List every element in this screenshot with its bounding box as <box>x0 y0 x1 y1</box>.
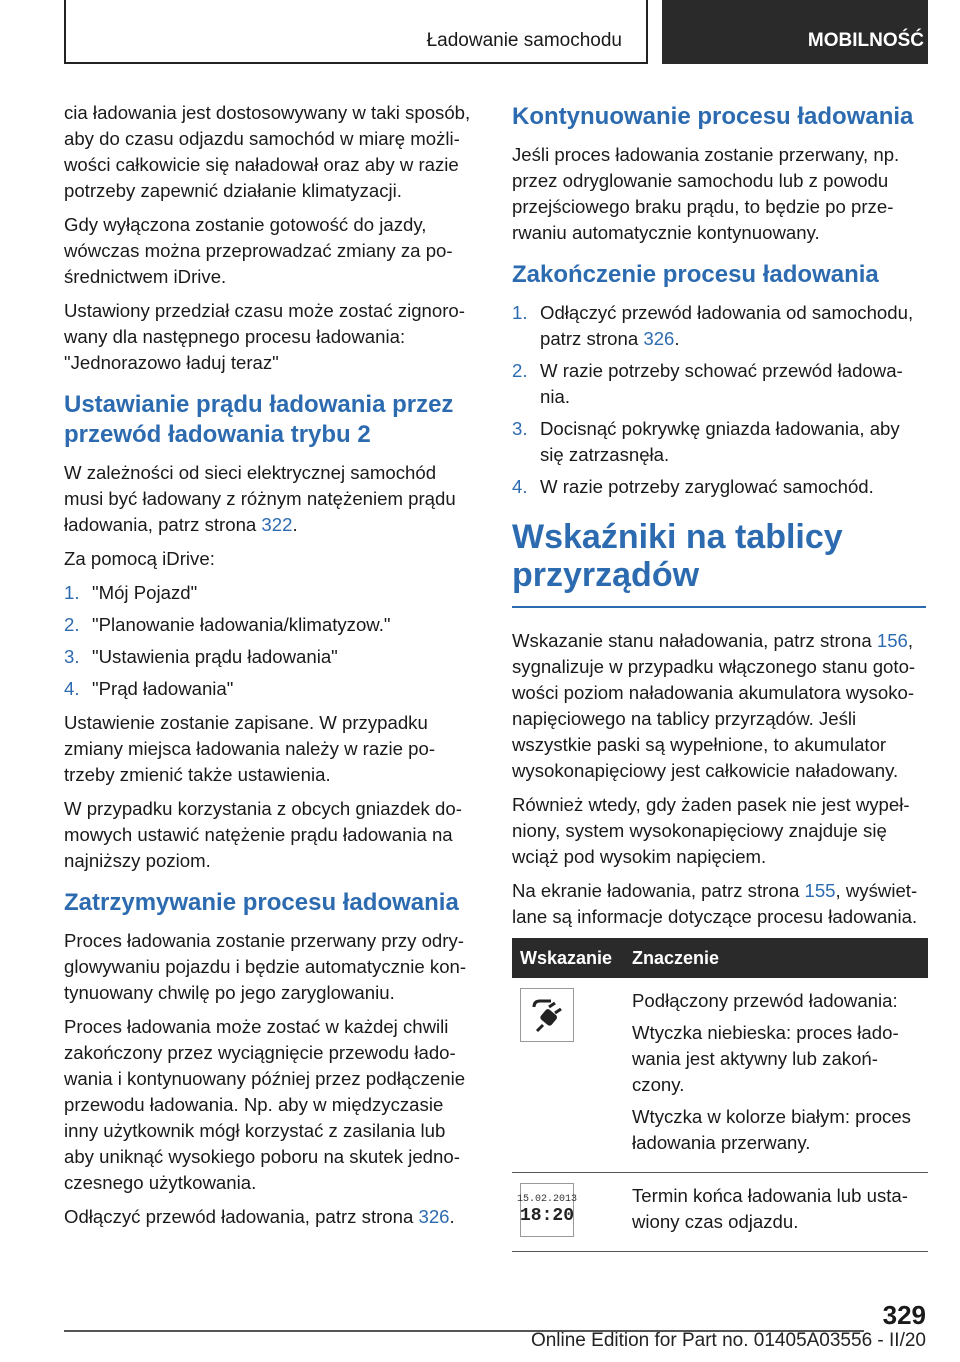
section-heading-continue: Kontynuowanie procesu ładowania <box>512 103 914 130</box>
text: , wyświetlane są informacje dotyczące procesu ładowania. <box>512 880 918 927</box>
idrive-steps-list <box>64 580 478 702</box>
indicator-table <box>512 938 928 1252</box>
step-text: "Ustawienia prądu ładowania" <box>92 646 338 667</box>
paragraph: Proces ładowania może zostać w każdej chwili zakończony przez wyciągnięcie przewodu ładowania i kontynuowany później przez podłączenie przewodu ładowania. Np. aby w międzyczasie inny użytkownik mógł korzystać z zasilania lub aby uniknąć wysokiego poboru na skutek jednoczesnego użytkowania. <box>64 1016 466 1193</box>
table-header-indication: Wskazanie <box>512 938 624 978</box>
paragraph: Ustawiony przedział czasu może zostać zignorowany dla następnego procesu ładowania: "Jednorazowo ładuj teraz" <box>64 300 465 373</box>
step-text: Docisnąć pokrywkę gniazda ładowania, aby się zatrzasnęła. <box>540 418 900 465</box>
meaning-text: Wtyczka w kolorze białym: proces ładowania przerwany. <box>632 1106 911 1153</box>
paragraph: Za pomocą iDrive: <box>64 548 215 569</box>
paragraph: Również wtedy, gdy żaden pasek nie jest wypełniony, system wysokonapięciowy znajduje się wciąż pod wysokim napięciem. <box>512 794 910 867</box>
table-header-meaning: Znaczenie <box>624 938 928 978</box>
step-number: 3. <box>64 646 80 667</box>
text: Odłączyć przewód ładowania, patrz strona <box>64 1206 419 1227</box>
chapter-heading: Wskaźniki na tablicy przyrządów <box>512 518 843 594</box>
paragraph: W przypadku korzystania z obcych gniazdek domowych ustawić natężenie prądu ładowania na najniższy poziom. <box>64 798 462 871</box>
step-text: W razie potrzeby zaryglować samochód. <box>540 476 874 497</box>
list-item <box>512 474 926 500</box>
step-number: 2. <box>64 614 80 635</box>
icon-time: 18:20 <box>520 1206 575 1226</box>
page-link[interactable]: 326 <box>418 1206 450 1227</box>
list-item <box>512 300 926 352</box>
page-link[interactable]: 322 <box>261 514 293 535</box>
icon-date: 15.02.2013 <box>517 1194 578 1205</box>
header-chapter-tab: MOBILNOŚĆ <box>662 0 928 64</box>
step-text: Odłączyć przewód ładowania od samochodu, patrz strona <box>540 302 914 349</box>
list-item <box>64 580 478 606</box>
page-number: 329 <box>882 1300 926 1330</box>
page-link[interactable]: 326 <box>643 328 675 349</box>
meaning-text: Termin końca ładowania lub ustawiony czas odjazdu. <box>632 1185 908 1232</box>
section-heading-stop: Zatrzymywanie procesu ładowania <box>64 889 459 916</box>
paragraph: Ustawienie zostanie zapisane. W przypadku zmiany miejsca ładowania należy w razie potrzeby zmienić także ustawienia. <box>64 712 436 785</box>
list-item <box>512 358 926 410</box>
paragraph <box>64 1204 478 1230</box>
paragraph <box>512 878 926 930</box>
table-row <box>512 1173 928 1252</box>
step-number: 4. <box>512 476 528 497</box>
paragraph <box>512 628 926 784</box>
paragraph: Gdy wyłączona zostanie gotowość do jazdy, wówczas można przeprowadzać zmiany za pośrednictwem iDrive. <box>64 214 453 287</box>
step-text: "Prąd ładowania" <box>92 678 234 699</box>
step-number: 4. <box>64 678 80 699</box>
text: Na ekranie ładowania, patrz strona <box>512 880 805 901</box>
end-steps-list <box>512 300 926 500</box>
footer-edition: Online Edition for Part no. 01405A03556 - II/20 <box>530 1330 926 1351</box>
step-number: 1. <box>64 582 80 603</box>
section-heading-end: Zakończenie procesu ładowania <box>512 261 879 288</box>
step-text: "Mój Pojazd" <box>92 582 198 603</box>
list-item <box>64 644 478 670</box>
table-cell-meaning <box>624 1173 928 1252</box>
table-header-row <box>512 938 928 978</box>
section-heading-current: Ustawianie prądu ładowania przez przewód ładowania trybu 2 <box>64 391 454 448</box>
list-item <box>512 416 926 468</box>
text: . <box>674 328 680 349</box>
step-number: 3. <box>512 418 528 439</box>
page-link[interactable]: 155 <box>804 880 836 901</box>
table-row <box>512 978 928 1173</box>
text: Wskazanie stanu naładowania, patrz strona <box>512 630 877 651</box>
right-column <box>512 100 926 1252</box>
meaning-text: Podłączony przewód ładowania: <box>632 990 898 1011</box>
heading-rule <box>512 606 926 608</box>
left-column <box>64 100 478 1238</box>
page-link[interactable]: 156 <box>876 630 908 651</box>
paragraph <box>64 460 478 538</box>
text: . <box>292 514 298 535</box>
header-section-title: Ładowanie samochodu <box>426 30 622 51</box>
paragraph: cia ładowania jest dostosowywany w taki sposób, aby do czasu odjazdu samochód w miarę możliwości całkowicie się naładował oraz aby w razie potrzeby zapewnić działanie klimatyzacji. <box>64 102 471 201</box>
table-cell-icon <box>512 1173 624 1252</box>
text: , sygnalizuje w przypadku włączonego stanu gotowości poziom naładowania akumulatora wysokonapięciowego na tablicy przyrządów. Jeśli wszystkie paski są wypełnione, to akumulator wysokonapięciowy jest całkowicie naładowany. <box>512 630 916 781</box>
table-cell-icon <box>512 978 624 1173</box>
table-cell-meaning <box>624 978 928 1173</box>
step-text: W razie potrzeby schować przewód ładowania. <box>540 360 903 407</box>
step-number: 2. <box>512 360 528 381</box>
paragraph: Jeśli proces ładowania zostanie przerwany, np. przez odryglowanie samochodu lub z powodu przejściowego braku prądu, to będzie po przerwaniu automatycznie kontynuowany. <box>512 144 900 243</box>
paragraph: Proces ładowania zostanie przerwany przy odryglowywaniu pojazdu i będzie automatycznie kontynuowany chwilę po jego zaryglowaniu. <box>64 930 467 1003</box>
meaning-text: Wtyczka niebieska: proces ładowania jest aktywny lub zakończony. <box>632 1022 899 1095</box>
list-item <box>64 676 478 702</box>
step-text: "Planowanie ładowania/klimatyzow." <box>92 614 391 635</box>
step-number: 1. <box>512 302 528 323</box>
header-section-box <box>64 0 648 64</box>
list-item <box>64 612 478 638</box>
charging-plug-icon <box>520 988 574 1042</box>
text: . <box>449 1206 455 1227</box>
text: W zależności od sieci elektrycznej samochód musi być ładowany z różnym natężeniem prądu ładowania, patrz strona <box>64 462 456 535</box>
charge-end-time-icon <box>517 1183 578 1237</box>
